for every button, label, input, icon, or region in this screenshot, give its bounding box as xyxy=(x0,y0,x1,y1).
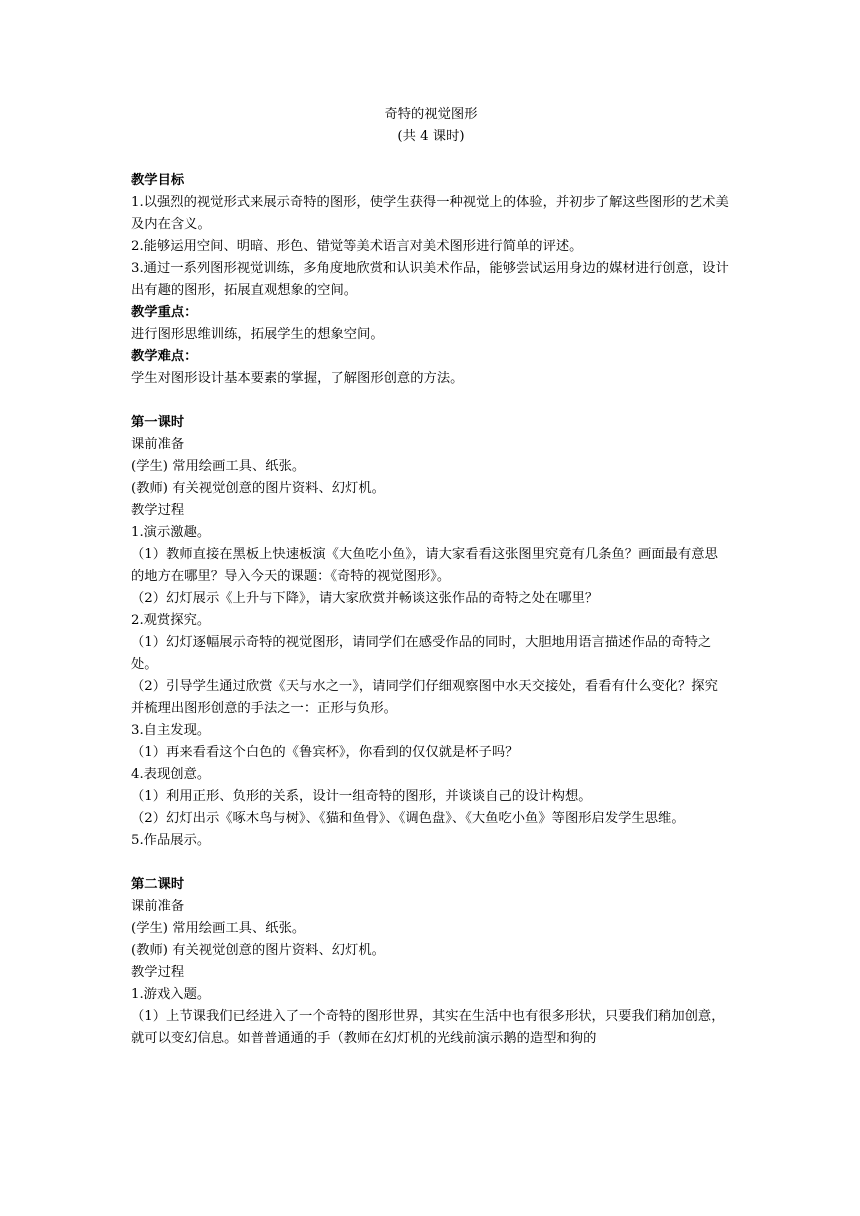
lesson2-process-label: 教学过程 xyxy=(131,965,185,980)
lesson1-line: （1）教师直接在黑板上快速板演《大鱼吃小鱼》，请大家看看这张图里究竟有几条鱼？画面最有意思的地方在哪里？导入今天的课题：《奇特的视觉图形》。 xyxy=(131,547,718,584)
objective-item: 2.能够运用空间、明暗、形色、错觉等美术语言对美术图形进行简单的评述。 xyxy=(131,239,583,254)
lesson1-heading: 第一课时 xyxy=(131,415,185,430)
lesson2-prep-student: (学生) 常用绘画工具、纸张。 xyxy=(131,921,306,936)
spacer xyxy=(131,390,731,412)
document-page xyxy=(131,104,731,1050)
lesson1-line: （2）引导学生通过欣赏《天与水之一》，请同学们仔细观察图中水天交接处，看看有什么变化？探究并梳理出图形创意的手法之一：正形与负形。 xyxy=(131,679,718,716)
lesson1-prep-student: (学生) 常用绘画工具、纸张。 xyxy=(131,459,306,474)
lesson1-line: 3.自主发现。 xyxy=(131,723,211,738)
difficulty-text: 学生对图形设计基本要素的掌握，了解图形创意的方法。 xyxy=(131,371,464,386)
objective-item: 1.以强烈的视觉形式来展示奇特的图形，使学生获得一种视觉上的体验，并初步了解这些图形的艺术美及内在含义。 xyxy=(131,195,729,232)
lesson1-line: （1）利用正形、负形的关系，设计一组奇特的图形，并谈谈自己的设计构想。 xyxy=(131,789,592,804)
lesson1-line: 2.观赏探究。 xyxy=(131,613,211,628)
lesson2-prep-teacher: (教师) 有关视觉创意的图片资料、幻灯机。 xyxy=(131,943,385,958)
lesson1-process-label: 教学过程 xyxy=(131,503,185,518)
lesson2-prep-label: 课前准备 xyxy=(131,899,185,914)
lesson1-line: （2）幻灯出示《啄木鸟与树》、《猫和鱼骨》、《调色盘》、《大鱼吃小鱼》等图形启发学生思维。 xyxy=(131,811,685,826)
document-subtitle: (共 4 课时) xyxy=(397,129,465,144)
objectives-heading: 教学目标 xyxy=(131,173,185,188)
lesson2-heading: 第二课时 xyxy=(131,877,185,892)
lesson1-line: （1）幻灯逐幅展示奇特的视觉图形，请同学们在感受作品的同时，大胆地用语言描述作品的奇特之处。 xyxy=(131,635,712,672)
spacer xyxy=(131,852,731,874)
lesson1-line: 1.演示激趣。 xyxy=(131,525,211,540)
lesson2-line: （1）上节课我们已经进入了一个奇特的图形世界，其实在生活中也有很多形状，只要我们稍加创意，就可以变幻信息。如普普通通的手（教师在幻灯机的光线前演示鹅的造型和狗的 xyxy=(131,1009,725,1046)
objective-item: 3.通过一系列图形视觉训练，多角度地欣赏和认识美术作品，能够尝试运用身边的媒材进行创意，设计出有趣的图形，拓展直观想象的空间。 xyxy=(131,261,729,298)
lesson2-line: 1.游戏入题。 xyxy=(131,987,211,1002)
key-point-text: 进行图形思维训练，拓展学生的想象空间。 xyxy=(131,327,384,342)
lesson1-line: 5.作品展示。 xyxy=(131,833,211,848)
document-title: 奇特的视觉图形 xyxy=(384,107,478,122)
key-point-heading: 教学重点： xyxy=(131,305,198,320)
lesson1-prep-teacher: (教师) 有关视觉创意的图片资料、幻灯机。 xyxy=(131,481,385,496)
lesson1-prep-label: 课前准备 xyxy=(131,437,185,452)
difficulty-heading: 教学难点： xyxy=(131,349,198,364)
lesson1-line: （2）幻灯展示《上升与下降》，请大家欣赏并畅谈这张作品的奇特之处在哪里？ xyxy=(131,591,599,606)
spacer xyxy=(131,148,731,170)
lesson1-line: （1）再来看看这个白色的《鲁宾杯》，你看到的仅仅就是杯子吗？ xyxy=(131,745,519,760)
lesson1-line: 4.表现创意。 xyxy=(131,767,211,782)
